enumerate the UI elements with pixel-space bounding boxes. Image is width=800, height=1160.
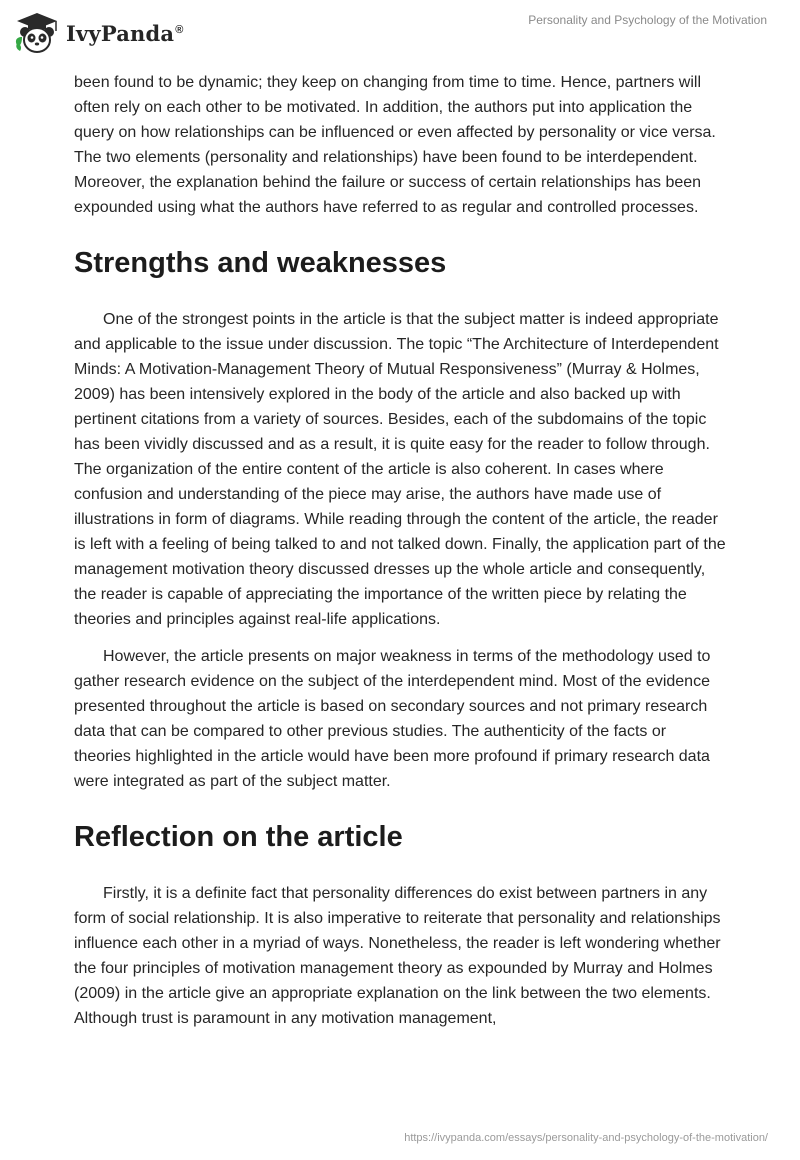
ivypanda-logo[interactable]: [12, 10, 184, 56]
paragraph-strengths: One of the strongest points in the article is that the subject matter is indeed appropriate and applicable to the issue under discussion. The topic “The Architecture of Interdependent Minds: A Motivation-Management Theory of Mutual Responsiveness” (Murray & Holmes, 2009) has been intensively explored in the body of the article and also backed up with pertinent citations from a variety of sources. Besides, each of the subdomains of the topic has been vividly discussed and as a result, it is quite easy for the reader to follow through. The organization of the entire content of the article is also coherent. In cases where confusion and understanding of the piece may arise, the authors have made use of illustrations in form of diagrams. While reading through the content of the article, the reader is left with a feeling of being talked to and not talked down. Finally, the application part of the management motivation theory discussed dresses up the whole article and consequently, the reader is capable of appreciating the importance of the written piece by relating the theories and principles against real-life applications.: [74, 311, 726, 628]
paragraph-weakness: However, the article presents on major weakness in terms of the methodology used to gather research evidence on the subject of the interdependent mind. Most of the evidence presented throughout the article is based on secondary sources and not primary research data that can be compared to other previous studies. The authenticity of the facts or theories highlighted in the article would have been more profound if primary research data were integrated as part of the subject matter.: [74, 648, 711, 790]
page-header: [0, 0, 800, 72]
brand-name: IvyPanda®: [66, 20, 184, 46]
panda-graduate-icon: [12, 11, 62, 55]
heading-strengths-weaknesses: Strengths and weaknesses: [74, 247, 447, 279]
paragraph-intro-continued: been found to be dynamic; they keep on changing from time to time. Hence, partners will often rely on each other to be motivated. In addition, the authors put into application the query on how relationships can be influenced or even affected by personality or vice versa. The two elements (personality and relationships) have been found to be interdependent. Moreover, the explanation behind the failure or success of certain relationships has been expounded using what the authors have referred to as regular and controlled processes.: [74, 74, 716, 216]
heading-reflection: Reflection on the article: [74, 821, 403, 853]
essay-body: [74, 70, 726, 1031]
paragraph-reflection: Firstly, it is a definite fact that personality differences do exist between partners in any form of social relationship. It is also imperative to reiterate that personality and relationships influence each other in a myriad of ways. Nonetheless, the reader is left wondering whether the four principles of motivation management theory as expounded by Murray and Holmes (2009) in the article give an appropriate explanation on the link between the two elements. Although trust is paramount in any motivation management,: [74, 885, 721, 1027]
document-title: Personality and Psychology of the Motivation: [528, 13, 767, 27]
source-url[interactable]: https://ivypanda.com/essays/personality-and-psychology-of-the-motivation/: [404, 1132, 768, 1144]
